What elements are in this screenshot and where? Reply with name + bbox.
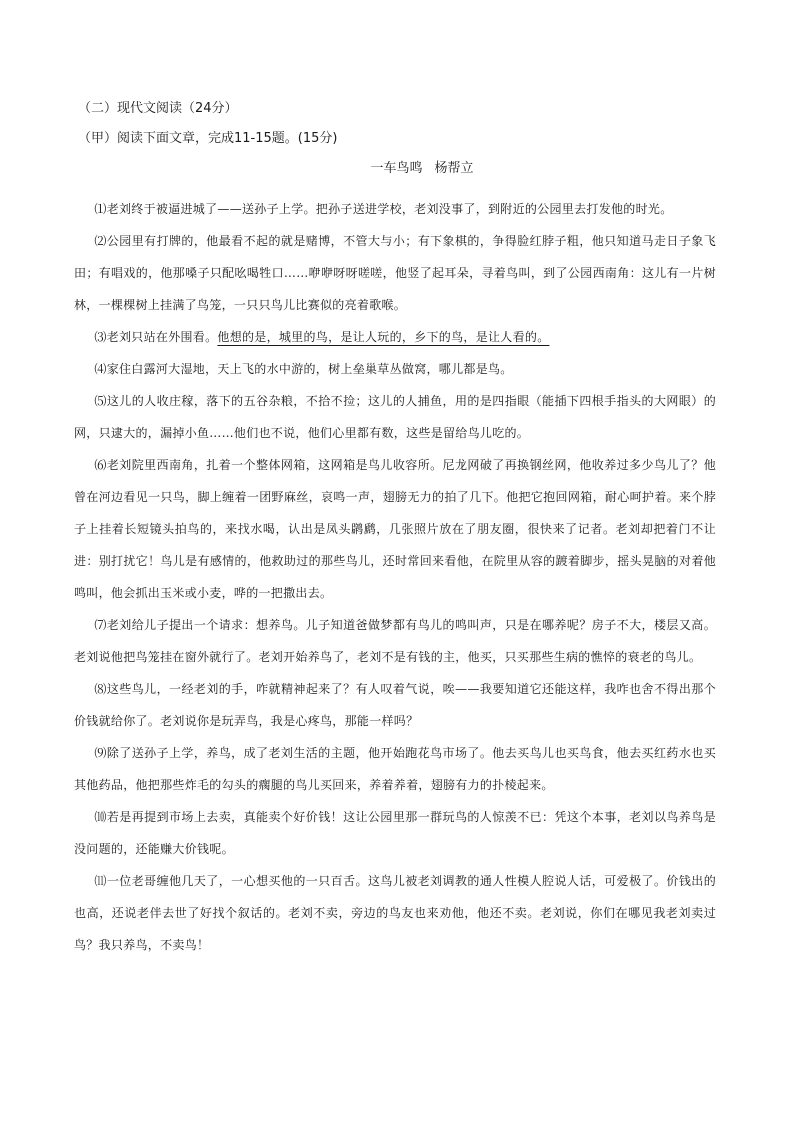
article-author: 杨帮立 (434, 161, 474, 176)
paragraph-1: ⑴老刘终于被逼进城了——送孙子上学。把孙子送进学校，老刘没事了，到附近的公园里去打发他的时光。 (94, 202, 673, 216)
section-instructions: （甲）阅读下面文章，完成11-15题。(15分) (78, 131, 338, 146)
paragraph-3-underlined-sentence: 他想的是，城里的鸟，是让人玩的，乡下的鸟，是让人看的。 (217, 330, 550, 344)
paragraph-2: ⑵公园里有打牌的，他最看不起的就是赌博，不管大与小；有下象棋的，争得脸红脖子粗，他只知道马走日子象飞田；有唱戏的，他那嗓子只配吆喝牲口……咿咿呀呀嗟嗟，他竖了起耳朵，寻着鸟叫，到了公园西南角：这儿有一片树林，一棵棵树上挂满了鸟笼，一只只鸟儿比赛似的亮着歌喉。 (74, 234, 716, 312)
paragraph-3 (74, 321, 716, 353)
paragraph-10: ⑽若是再提到市场上去卖，真能卖个好价钱！这让公园里那一群玩鸟的人惊羡不已：凭这个本事，老刘以鸟养鸟是没问题的，还能赚大价钱呢。 (74, 810, 716, 856)
paragraph-7: ⑺老刘给儿子提出一个请求：想养鸟。儿子知道爸做梦都有鸟儿的鸣叫声，只是在哪养呢？房子不大，楼层又高。老刘说他把鸟笼挂在窗外就行了。老刘开始养鸟了，老刘不是有钱的主，他买，只买那些生病的憔悴的衰老的鸟儿。 (74, 618, 716, 664)
paragraph-8: ⑻这些鸟儿，一经老刘的手，咋就精神起来了？有人叹着气说，唉——我要知道它还能这样，我咋也舍不得出那个价钱就给你了。老刘说你是玩弄鸟，我是心疼鸟，那能一样吗？ (74, 682, 716, 728)
section-heading: （二）现代文阅读（24分） (78, 101, 238, 116)
paragraph-4: ⑷家住白露河大湿地，天上飞的水中游的，树上垒巢草丛做窝，哪儿都是鸟。 (94, 362, 513, 376)
paragraph-3-lead: ⑶老刘只站在外围看。 (94, 330, 218, 344)
article-title-line (74, 159, 716, 179)
paragraph-11: ⑾一位老哥缠他几天了，一心想买他的一只百舌。这鸟儿被老刘调教的通人性模人腔说人话，可爱极了。价钱出的也高，还说老伴去世了好找个叙话的。老刘不卖，旁边的鸟友也来劝他，他还不卖。老刘说，你们在哪见我老刘卖过鸟？我只养鸟，不卖鸟！ (74, 874, 716, 952)
paragraph-9: ⑼除了送孙子上学，养鸟，成了老刘生活的主题，他开始跑花鸟市场了。他去买鸟儿也买鸟食，他去买红药水也买其他药品，他把那些炸毛的勾头的瘸腿的鸟儿买回来，养着养着，翅膀有力的扑棱起来。 (74, 746, 716, 792)
paragraph-6: ⑹老刘院里西南角，扎着一个整体网箱，这网箱是鸟儿收容所。尼龙网破了再换钢丝网，他收养过多少鸟儿了？他曾在河边看见一只鸟，脚上缠着一团野麻丝，哀鸣一声，翅膀无力的拍了几下。他把它抱回网箱，耐心呵护着。来个脖子上挂着长短镜头拍鸟的，来找水喝，认出是凤头䴙䴘，几张照片放在了朋友圈，很快来了记者。老刘却把着门不让进：别打扰它！鸟儿是有感情的，他救助过的那些鸟儿，还时常回来看他，在院里从容的踱着脚步，摇头晃脑的对着他鸣叫，他会抓出玉米或小麦，哗的一把撒出去。 (74, 458, 716, 600)
article-title: 一车鸟鸣 (370, 161, 423, 176)
paragraph-5: ⑸这儿的人收庄稼，落下的五谷杂粮，不拾不捡；这儿的人捕鱼，用的是四指眼（能插下四根手指头的大网眼）的网，只逮大的，漏掉小鱼……他们也不说，他们心里都有数，这些是留给鸟儿吃的。 (74, 394, 716, 440)
